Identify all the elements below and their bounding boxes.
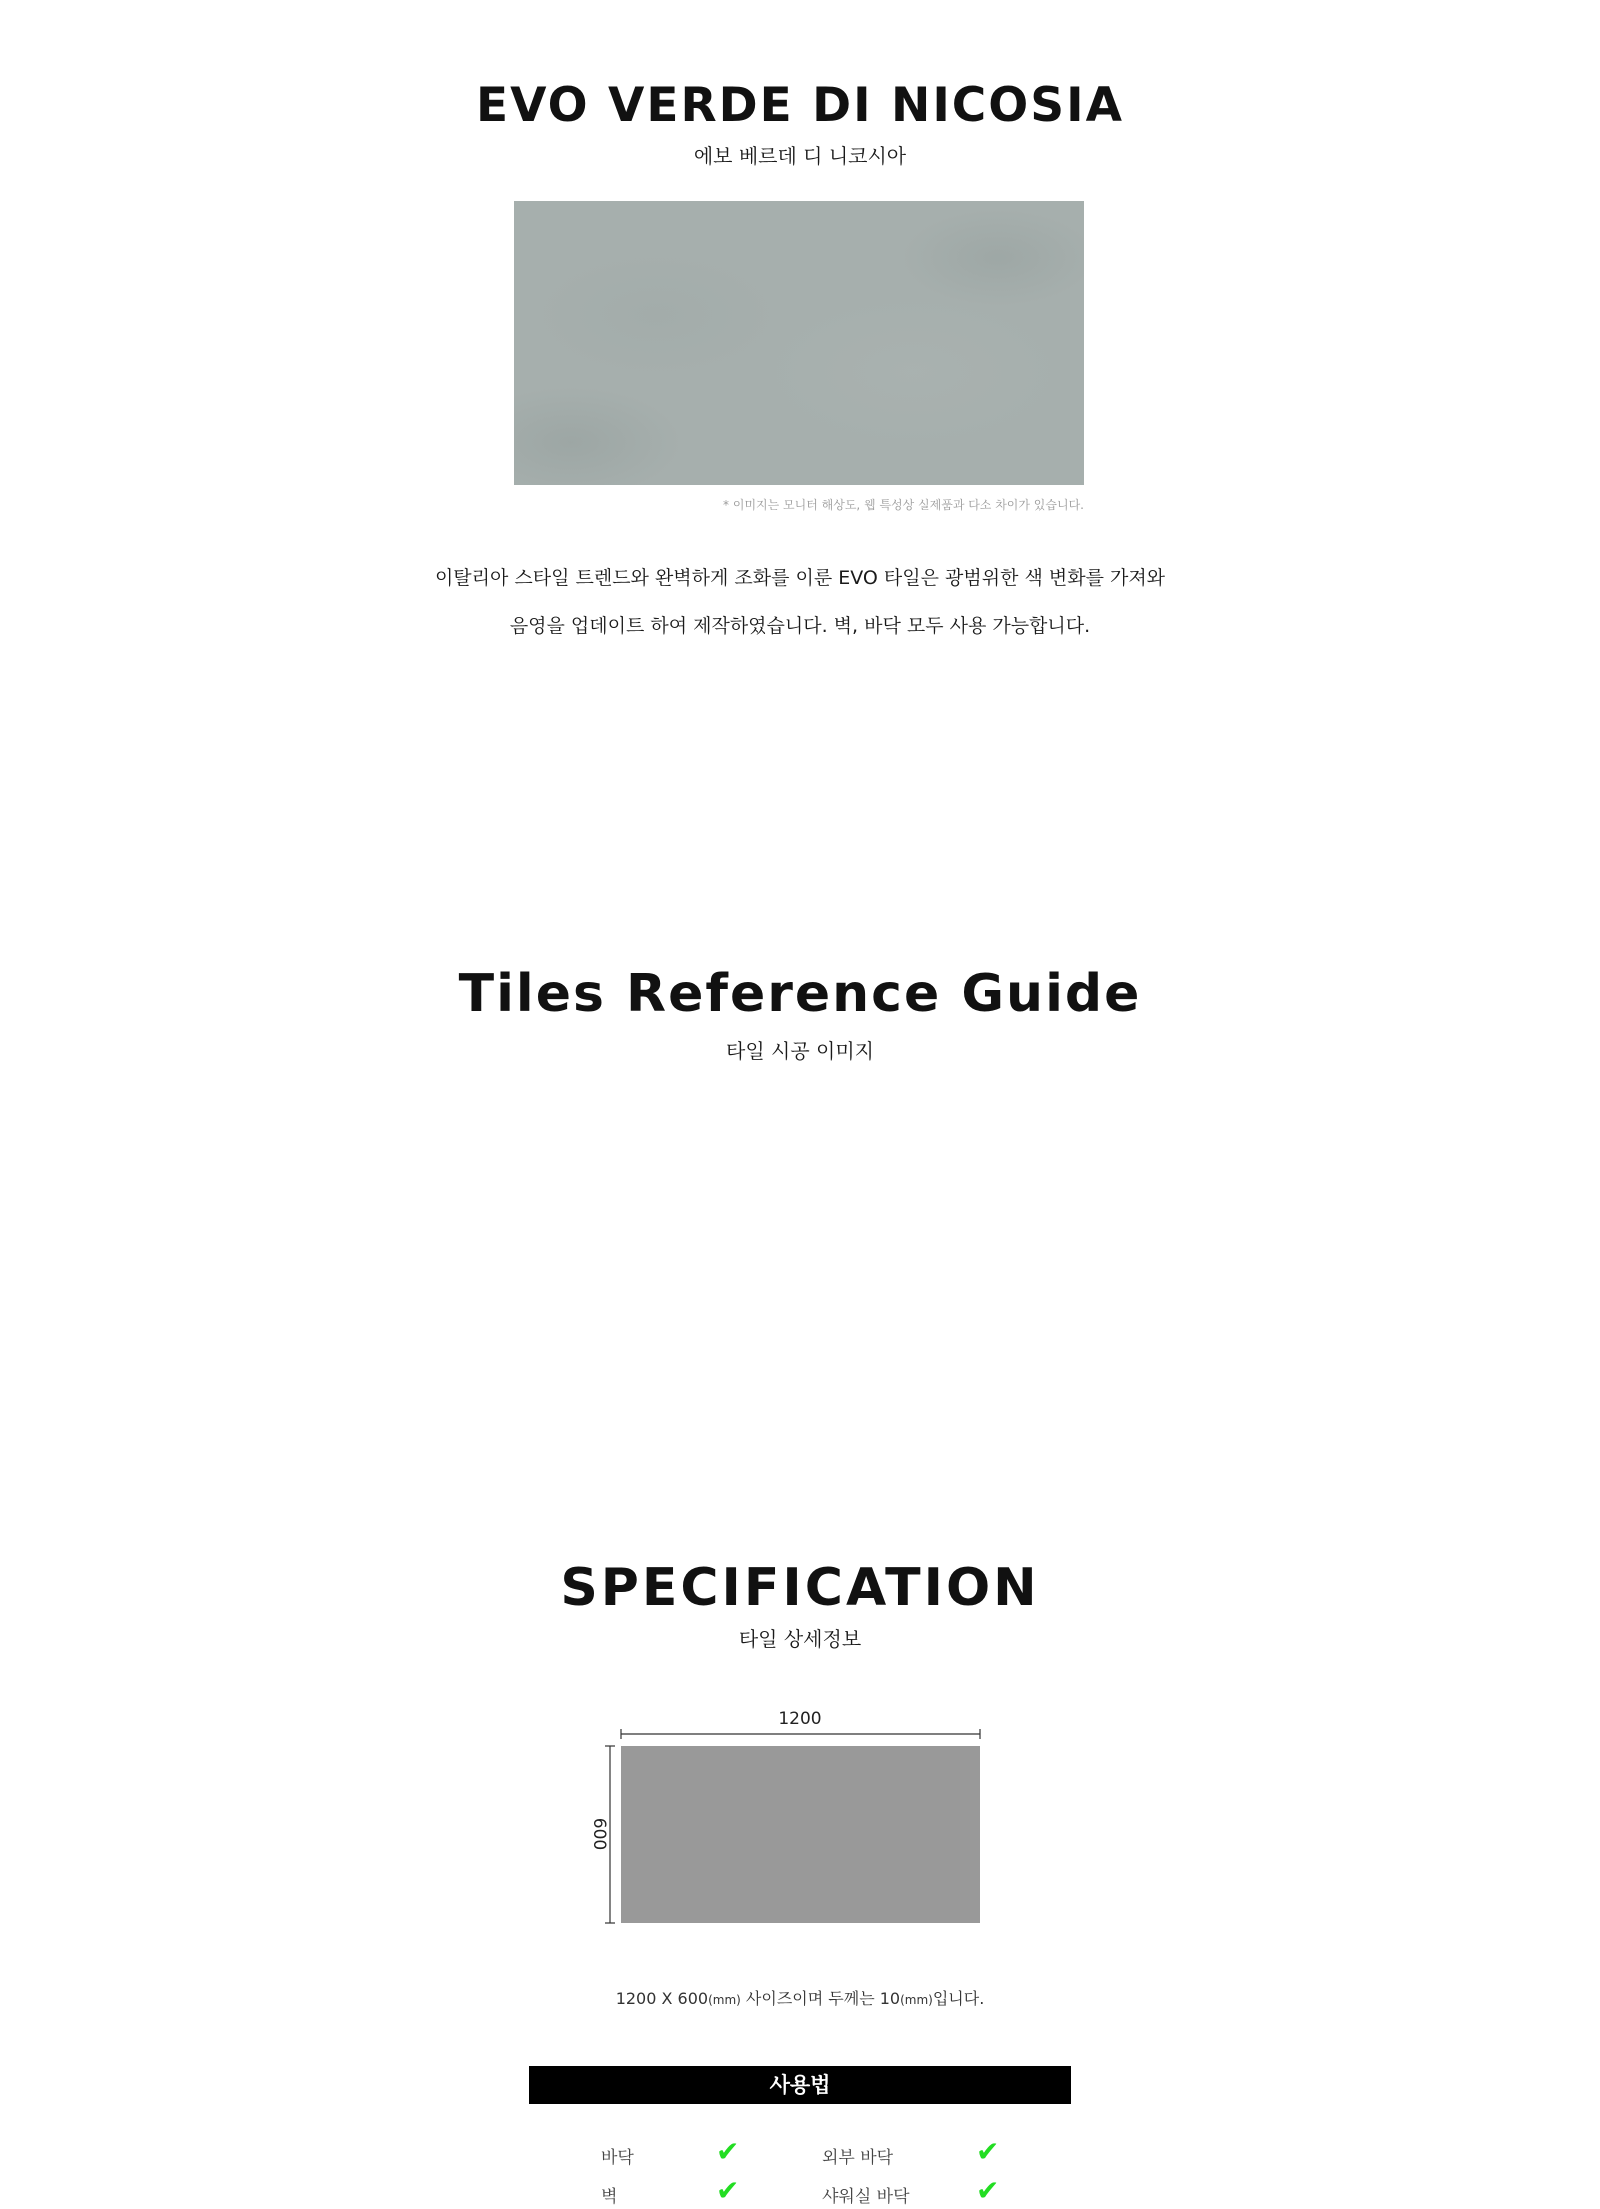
usage-item-shower-floor-label: 샤워실 바닥 (822, 2187, 910, 2207)
spec-caption-end: 입니다. (932, 1989, 985, 2008)
spec-caption-unit-2: (mm) (900, 1993, 933, 2007)
description-line-1: 이탈리아 스타일 트렌드와 완벽하게 조화를 이룬 EVO 타일은 광범위한 색 변화를 가져와 (434, 567, 1166, 589)
usage-item-wall-label: 벽 (601, 2187, 618, 2207)
height-dimension-label: 600 (589, 1817, 609, 1851)
description-line-2: 음영을 업데이트 하여 제작하였습니다. 벽, 바닥 모두 사용 가능합니다. (509, 615, 1091, 637)
check-mark-icon: ✔ (976, 2174, 1000, 2207)
check-mark-icon: ✔ (716, 2174, 740, 2207)
tile-dimension-diagram (580, 1700, 1000, 1930)
reference-title: Tiles Reference Guide (458, 964, 1142, 1024)
spec-caption (0, 1986, 1600, 2009)
image-disclaimer: * 이미지는 모니터 해상도, 웹 특성상 실제품과 다소 차이가 있습니다. (723, 498, 1084, 512)
product-subtitle: 에보 베르데 디 니코시아 (693, 144, 907, 168)
width-dimension-label: 1200 (778, 1709, 822, 1729)
reference-subtitle: 타일 시공 이미지 (726, 1039, 874, 1063)
specification-title: SPECIFICATION (560, 1558, 1040, 1618)
check-mark-icon: ✔ (976, 2135, 1000, 2168)
product-title: EVO VERDE DI NICOSIA (476, 78, 1124, 133)
specification-subtitle: 타일 상세정보 (738, 1627, 862, 1651)
usage-header: 사용법 (529, 2066, 1071, 2104)
spec-caption-unit-1: (mm) (708, 1993, 741, 2007)
spec-caption-middle: 사이즈이며 두께는 10 (740, 1989, 901, 2008)
spec-caption-size: 1200 X 600 (615, 1989, 709, 2008)
tile-photo (514, 201, 1084, 485)
usage-item-outdoor-floor-label: 외부 바닥 (822, 2148, 894, 2168)
tile-shape (621, 1746, 980, 1923)
usage-item-floor-label: 바닥 (601, 2148, 634, 2168)
check-mark-icon: ✔ (716, 2135, 740, 2168)
